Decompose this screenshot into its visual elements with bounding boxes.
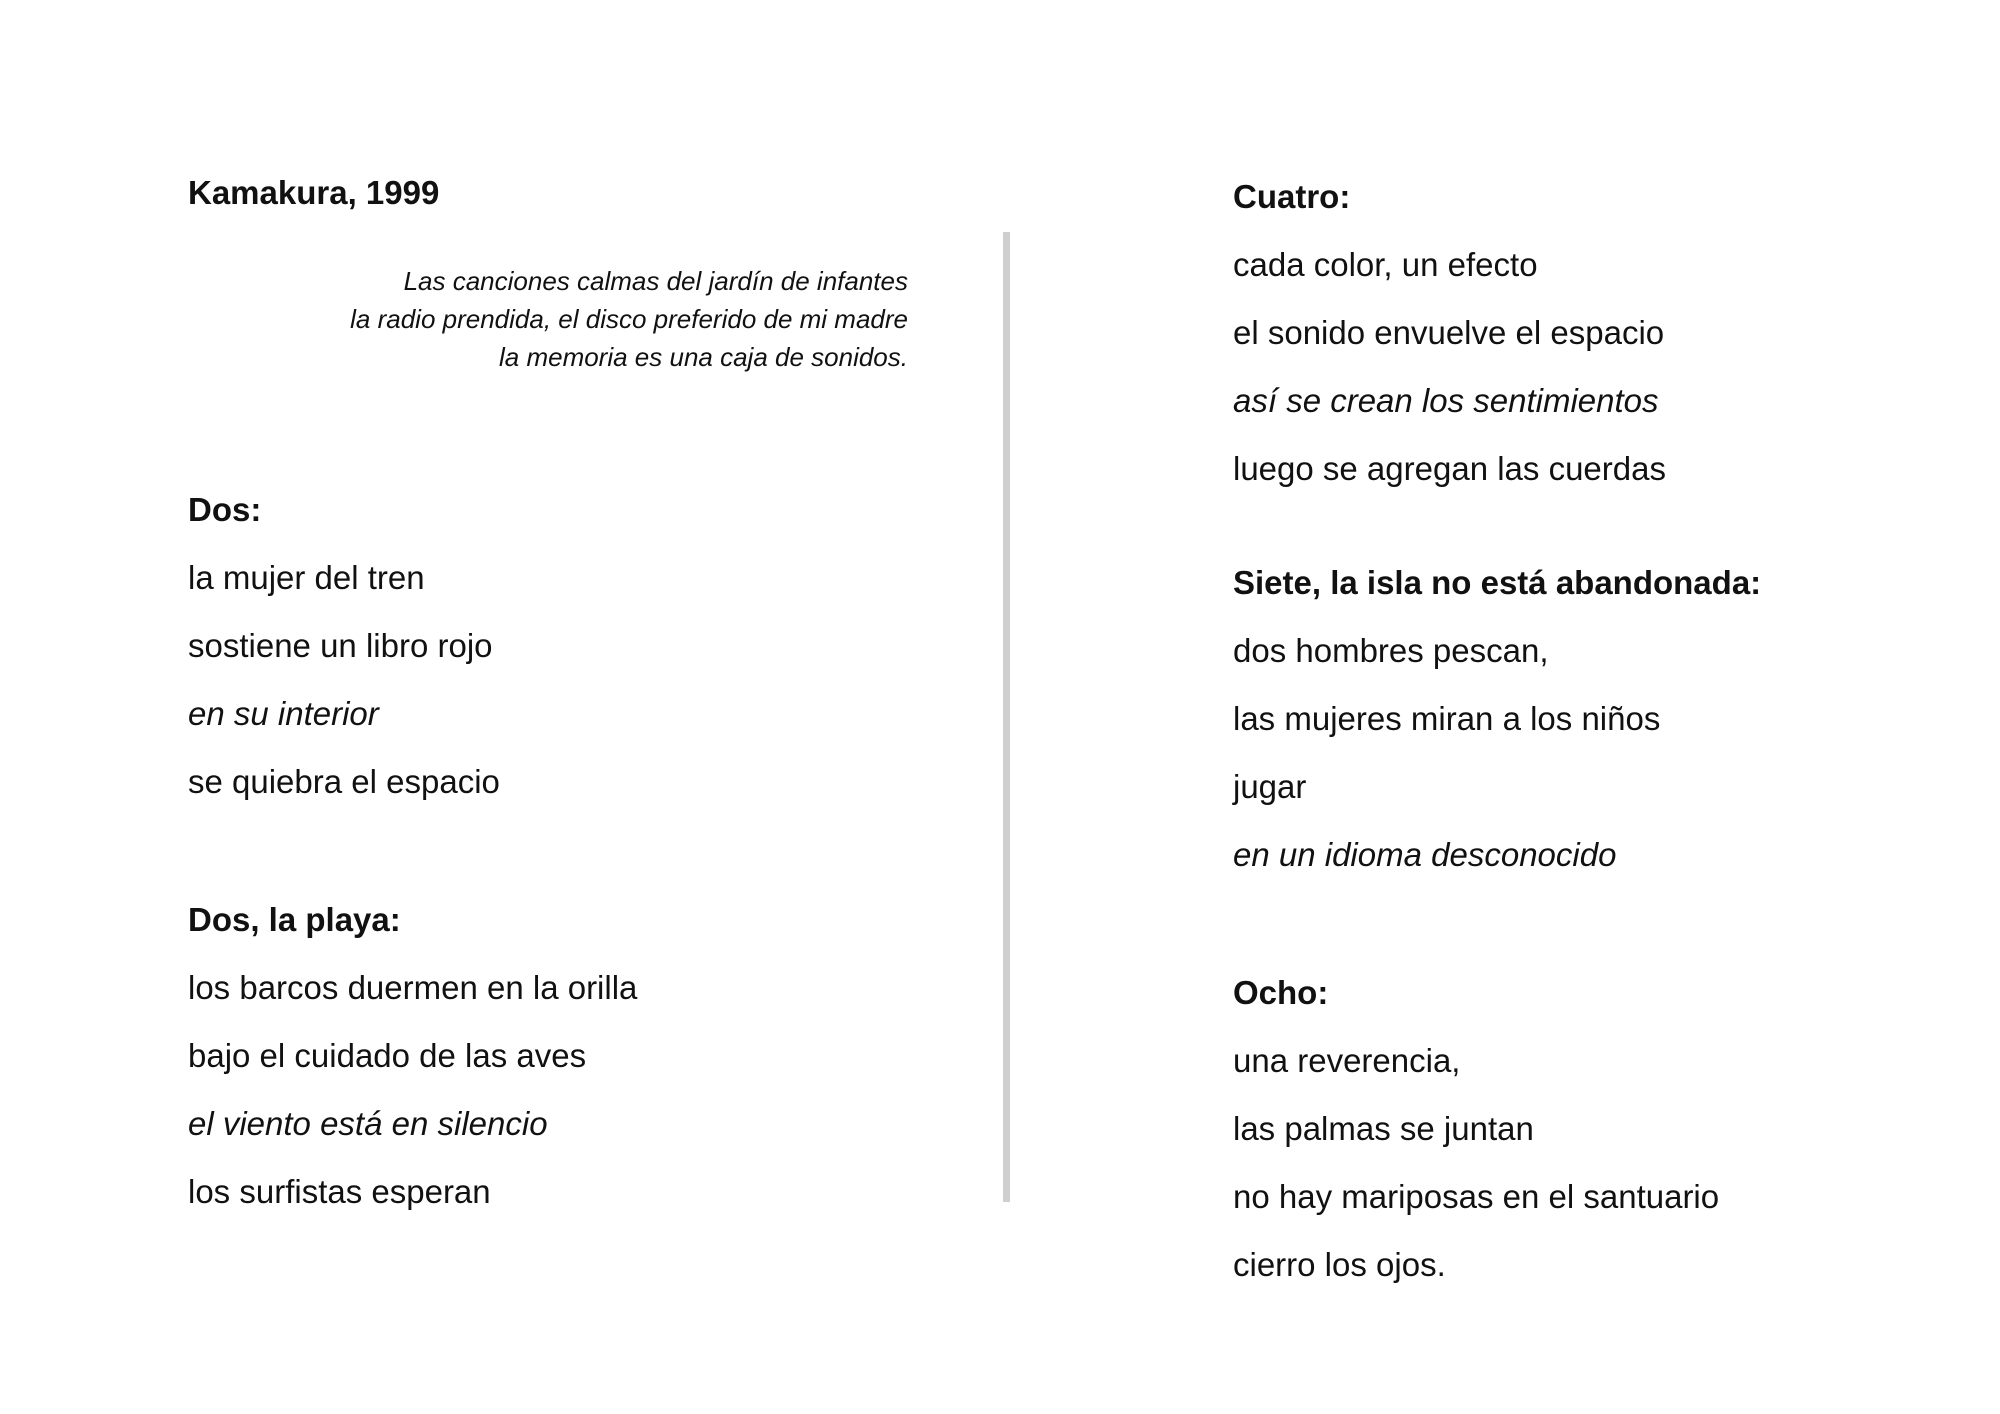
verse-line: cierro los ojos.: [1233, 1246, 1446, 1283]
verse-line: el viento está en silencio: [188, 1105, 548, 1142]
stanza-cuatro: [1233, 163, 1666, 503]
stanza-heading: Cuatro:: [1233, 178, 1351, 215]
verse-line: en su interior: [188, 695, 379, 732]
verse-line: sostiene un libro rojo: [188, 627, 493, 664]
epigraph-line: Las canciones calmas del jardín de infantes: [403, 266, 908, 296]
verse-line: no hay mariposas en el santuario: [1233, 1178, 1720, 1215]
verse-line: las mujeres miran a los niños: [1233, 700, 1661, 737]
poem-title: Kamakura, 1999: [188, 174, 440, 211]
verse-line: en un idioma desconocido: [1233, 836, 1617, 873]
verse-line: la mujer del tren: [188, 559, 425, 596]
stanza-heading: Siete, la isla no está abandonada:: [1233, 564, 1762, 601]
verse-line: jugar: [1233, 768, 1307, 805]
stanza-heading: Ocho:: [1233, 974, 1329, 1011]
verse-line: cada color, un efecto: [1233, 246, 1538, 283]
stanza-dos: [188, 476, 500, 816]
epigraph: [188, 262, 908, 376]
stanza-heading: Dos:: [188, 491, 262, 528]
stanza-siete: [1233, 549, 1761, 889]
epigraph-line: la memoria es una caja de sonidos.: [498, 342, 908, 372]
column-divider: [1003, 232, 1010, 1202]
stanza-dos-la-playa: [188, 886, 637, 1226]
verse-line: así se crean los sentimientos: [1233, 382, 1659, 419]
verse-line: el sonido envuelve el espacio: [1233, 314, 1665, 351]
verse-line: se quiebra el espacio: [188, 763, 500, 800]
verse-line: los surfistas esperan: [188, 1173, 491, 1210]
verse-line: dos hombres pescan,: [1233, 632, 1549, 669]
stanza-ocho: [1233, 959, 1719, 1299]
verse-line: los barcos duermen en la orilla: [188, 969, 638, 1006]
verse-line: luego se agregan las cuerdas: [1233, 450, 1666, 487]
stanza-heading: Dos, la playa:: [188, 901, 401, 938]
verse-line: bajo el cuidado de las aves: [188, 1037, 587, 1074]
verse-line: las palmas se juntan: [1233, 1110, 1534, 1147]
verse-line: una reverencia,: [1233, 1042, 1461, 1079]
epigraph-line: la radio prendida, el disco preferido de mi madre: [350, 304, 908, 334]
